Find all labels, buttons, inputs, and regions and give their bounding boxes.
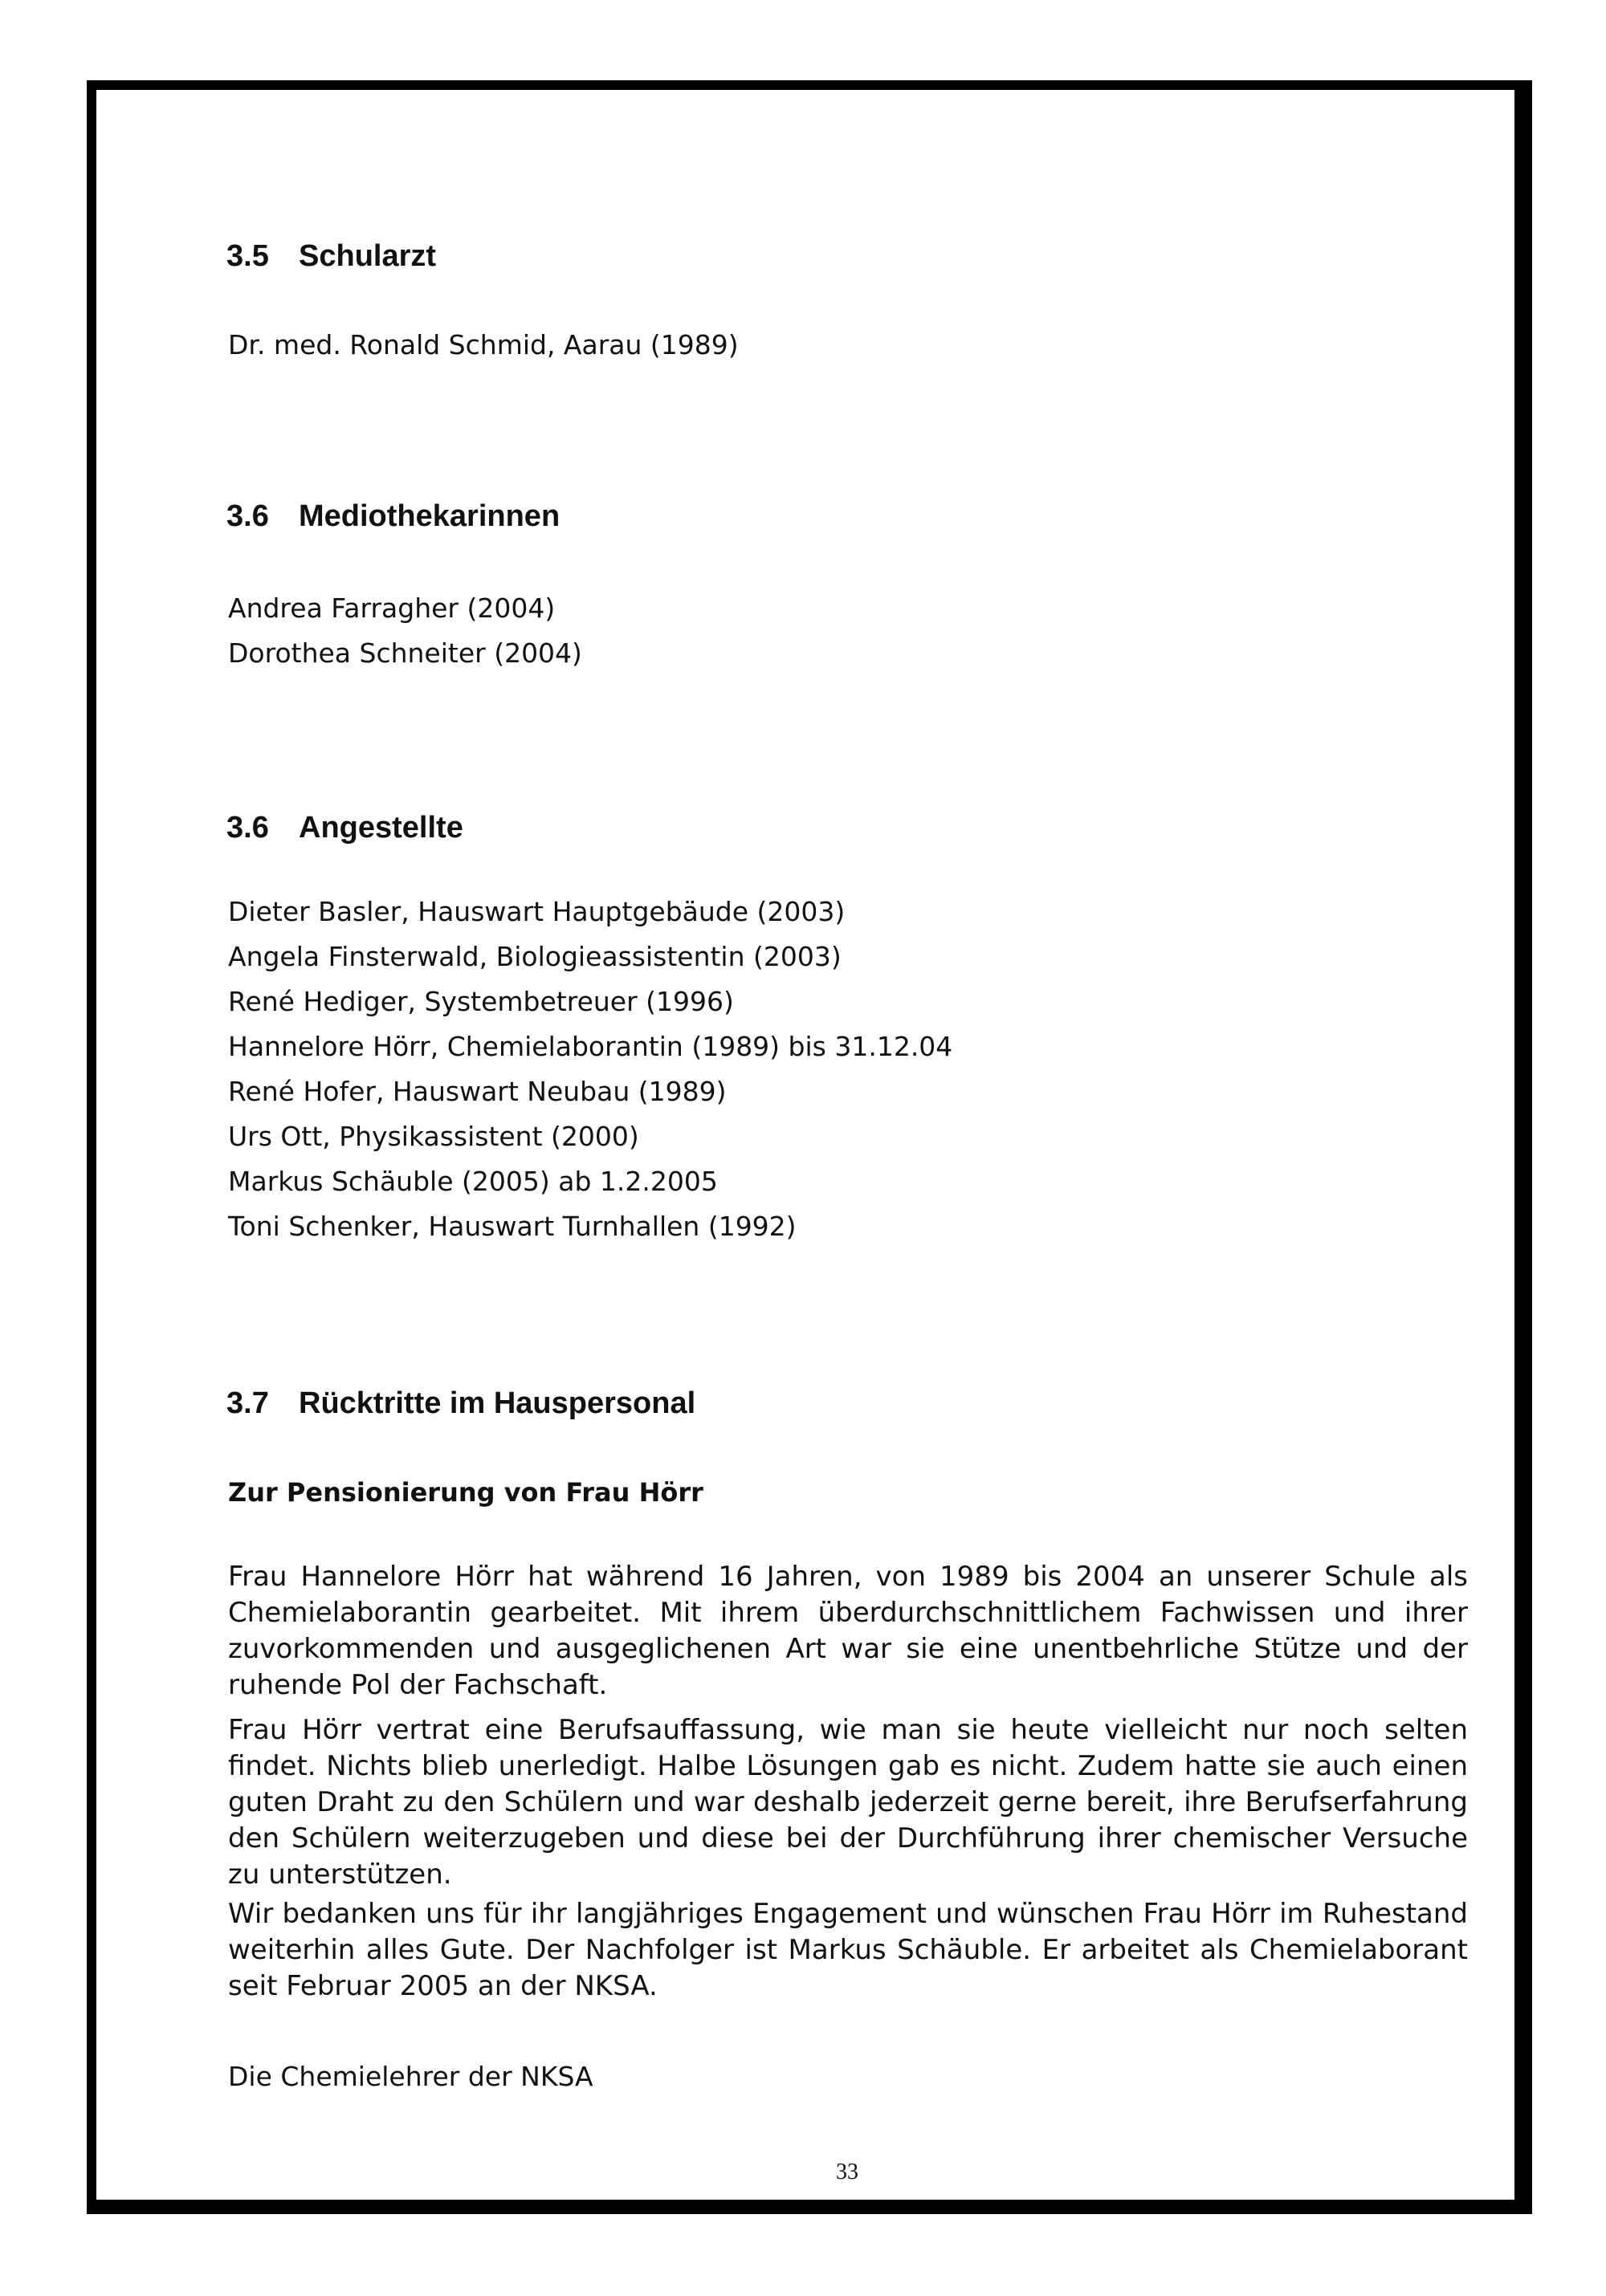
staff-list: [228, 889, 952, 1249]
section-heading-mediothek: [226, 499, 560, 534]
page-number: 33: [836, 2160, 858, 2184]
section-number: 3.6: [226, 499, 269, 533]
section-title: Rücktritte im Hauspersonal: [299, 1386, 696, 1420]
paragraph-3: Wir bedanken uns für ihr langjähriges Engagement und wünschen Frau Hörr im Ruhestand weiterhin alles Gute. Der Nachfolger ist Markus Schäuble. Er arbeitet als Chemielaborant seit Februar 2005 an der NKSA.: [228, 1898, 1468, 2002]
list-item: René Hofer, Hauswart Neubau (1989): [228, 1076, 727, 1107]
section-number: 3.7: [226, 1386, 269, 1420]
list-item: Angela Finsterwald, Biologieassistentin (2003): [228, 941, 842, 972]
section-title: Schularzt: [299, 239, 437, 273]
section-heading-angestellte: [226, 811, 463, 845]
list-item: Markus Schäuble (2005) ab 1.2.2005: [228, 1166, 718, 1197]
list-item: Dieter Basler, Hauswart Hauptgebäude (2003): [228, 896, 846, 927]
list-item: Urs Ott, Physikassistent (2000): [228, 1121, 639, 1152]
section-number: 3.6: [226, 811, 269, 845]
librarian-list: [228, 586, 582, 676]
section-heading-ruecktritte: [226, 1386, 695, 1421]
section-title: Mediothekarinnen: [299, 499, 560, 533]
section-title: Angestellte: [299, 811, 463, 845]
school-doctor-entry: Dr. med. Ronald Schmid, Aarau (1989): [228, 329, 739, 360]
section-number: 3.5: [226, 239, 269, 273]
section-subtitle: Zur Pensionierung von Frau Hörr: [228, 1477, 703, 1508]
signature: Die Chemielehrer der NKSA: [228, 2061, 593, 2092]
list-item: Dorothea Schneiter (2004): [228, 637, 582, 669]
list-item: René Hediger, Systembetreuer (1996): [228, 986, 734, 1017]
list-item: Andrea Farragher (2004): [228, 592, 556, 624]
list-item: Toni Schenker, Hauswart Turnhallen (1992): [228, 1211, 797, 1242]
paragraph-1: Frau Hannelore Hörr hat während 16 Jahren, von 1989 bis 2004 an unserer Schule als Chemielaborantin gearbeitet. Mit ihrem überdurchschnittlichem Fachwissen und ihrer zuvorkommenden und ausgeglichenen Art war sie eine unentbehrliche Stütze und der ruhende Pol der Fachschaft.: [228, 1561, 1468, 1701]
section-heading-schularzt: [226, 239, 436, 274]
list-item: Hannelore Hörr, Chemielaborantin (1989) bis 31.12.04: [228, 1031, 953, 1062]
paragraph-2: Frau Hörr vertrat eine Berufsauffassung, wie man sie heute vielleicht nur noch selten findet. Nichts blieb unerledigt. Halbe Lösungen gab es nicht. Zudem hatte sie auch einen guten Draht zu den Schülern und war deshalb jederzeit gerne bereit, ihre Berufserfahrung den Schülern weiterzugeben und diese bei der Durchführung ihrer chemischer Versuche zu unterstützen.: [228, 1714, 1468, 1891]
